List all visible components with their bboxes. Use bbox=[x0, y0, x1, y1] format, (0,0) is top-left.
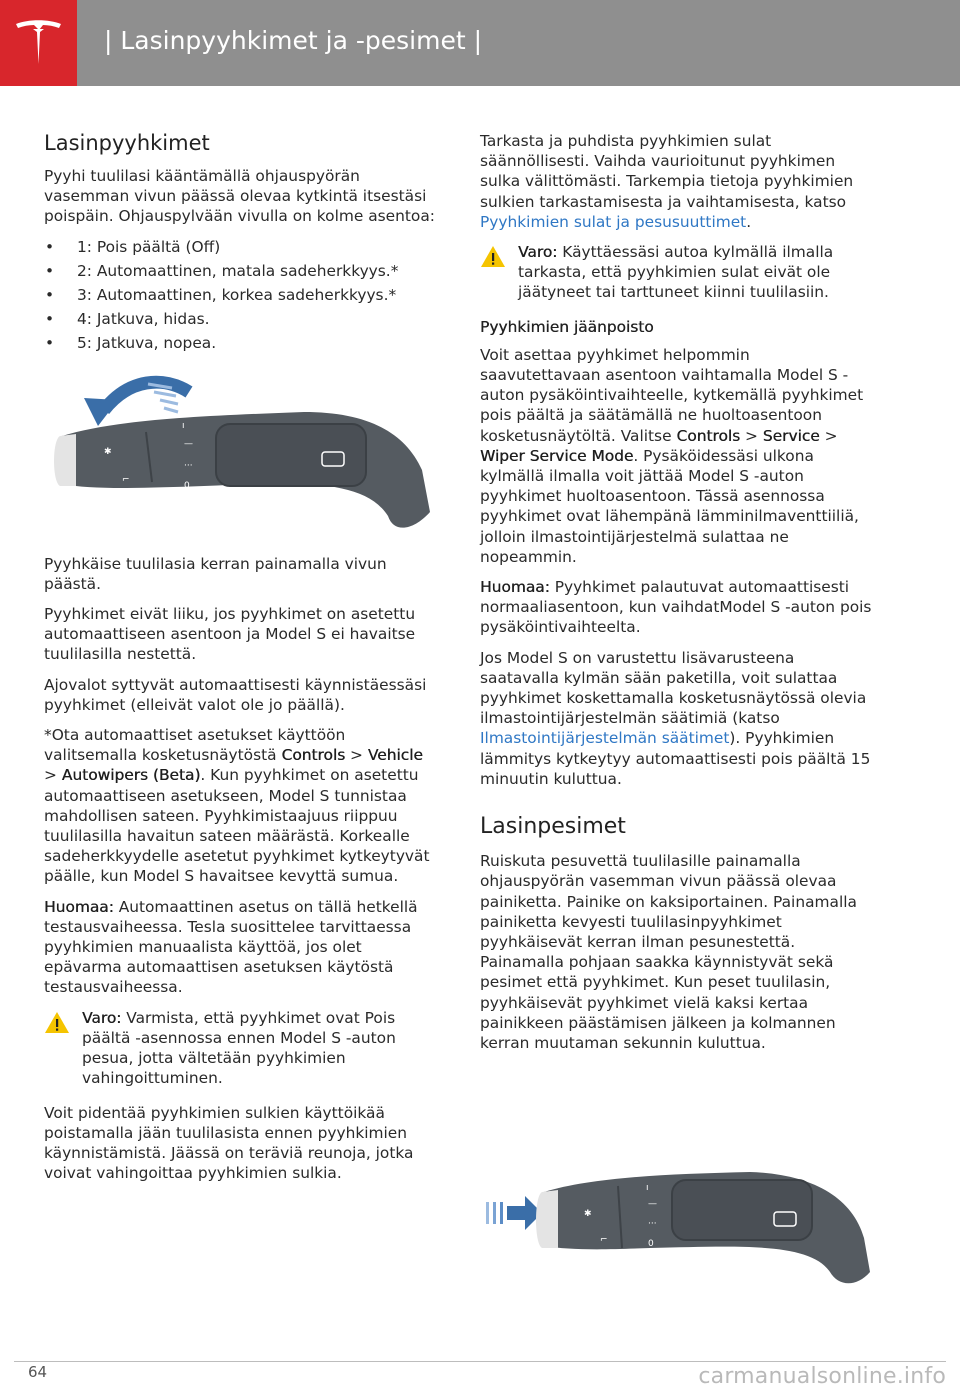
right-column bbox=[480, 131, 872, 1063]
svg-text:—: — bbox=[184, 438, 193, 449]
left-column bbox=[44, 130, 440, 1193]
tesla-logo-icon bbox=[12, 18, 65, 68]
wiper-positions-list bbox=[44, 237, 440, 354]
page-header bbox=[0, 0, 960, 86]
link-wiper-blades[interactable]: Pyyhkimien sulat ja pesusuuttimet bbox=[480, 212, 747, 231]
svg-text:✱: ✱ bbox=[584, 1209, 592, 1219]
svg-text:···: ··· bbox=[184, 460, 193, 471]
svg-text:0: 0 bbox=[184, 480, 190, 491]
svg-text:ı: ı bbox=[646, 1183, 649, 1193]
svg-text:0: 0 bbox=[648, 1239, 654, 1249]
watermark: carmanualsonline.info bbox=[698, 1364, 946, 1389]
svg-text:⌐: ⌐ bbox=[122, 474, 130, 485]
push-arrow-icon bbox=[486, 1196, 542, 1230]
list-item: • 3: Automaattinen, korkea sadeherkkyys.* bbox=[44, 285, 440, 305]
note-park-return: Huomaa: Pyyhkimet palautuvat automaattisesti normaaliasentoon, kun vaihdatModel S -auton pois pysäköintivaihteelta. bbox=[480, 578, 872, 637]
wiper-stalk-rotate-illustration bbox=[44, 370, 440, 540]
warning-icon bbox=[480, 245, 506, 268]
note-autowipers-beta: Huomaa: Automaattinen asetus on tällä hetkellä testausvaiheessa. Tesla suosittelee tarvittaessa pyyhkimien manuaalista käyttöä, jos olet epävarma automaattisen asetuksen käytöstä testausvaiheessa. bbox=[44, 897, 418, 997]
paragraph-headlights: Ajovalot syttyvät automaattisesti käynnistäessäsi pyyhkimet (elleivät valot ole jo päällä). bbox=[44, 675, 427, 714]
warning-frozen-blades: Varo: Käyttäessäsi autoa kylmällä ilmalla tarkasta, että pyyhkimien sulat eivät ole jäätyneet tai tarttuneet kiinni tuulilasiin. bbox=[480, 242, 872, 303]
wiper-stalk-press-illustration bbox=[480, 1160, 875, 1290]
brand-block bbox=[0, 0, 77, 86]
heading-wipers: Lasinpyyhkimet bbox=[44, 131, 210, 155]
paragraph-heated-wipers: Jos Model S on varustettu lisävarusteena saatavalla kylmän sään paketilla, voit sulattaa pyyhkimet koskettamalla kosketusnäytössä olevia ilmastointijärjestelmän säätimiä (katso Ilmastointijärjestelmän säätimet). Pyyhkimien lämmitys kytkeytyy automaattisesti pois päältä 15 minuutin kuluttua. bbox=[480, 648, 871, 788]
paragraph-deicing: Voit asettaa pyyhkimet helpommin saavutettavaan asentoon vaihtamalla Model S -auton pysäköintivaihteelle, kytkemällä pyyhkimet pois päältä ja säätämällä ne huoltoasentoon kosketusnäytöltä. Valitse Controls > Service > Wiper Service Mode. Pysäköidessäsi ulkona kylmällä ilmalla voit jättää Model S -auton pyyhkimet huoltoasentoon. Tässä asennossa pyyhkimet ovat lähempänä lämminilmaventtiiliä, jolloin ilmastointijärjestelmä sulattaa ne nopeammin. bbox=[480, 345, 864, 566]
svg-text:ı: ı bbox=[182, 420, 185, 431]
paragraph-autowipers: *Ota automaattiset asetukset käyttöön valitsemalla kosketusnäytöstä Controls > Vehicle > Autowipers (Beta). Kun pyyhkimet on asetettu automaattiseen asetukseen, Model S tunnistaa mahdollisen sateen. Pyyhkimistaajuus riippuu tuulilasilla havaitun sateen määrästä. Korkealle sadeherkkyydelle asetetut pyyhkimet kytkeytyvät päälle, kun Model S havaitsee kevyttä sumua. bbox=[44, 726, 430, 886]
heading-washers: Lasinpesimet bbox=[480, 814, 626, 840]
list-item: • 5: Jatkuva, nopea. bbox=[44, 333, 440, 353]
link-climate-controls[interactable]: Ilmastointijärjestelmän säätimet bbox=[480, 729, 730, 748]
list-item: • 2: Automaattinen, matala sadeherkkyys.* bbox=[44, 261, 440, 281]
footer-divider bbox=[14, 1361, 946, 1362]
intro-paragraph: Pyyhi tuulilasi kääntämällä ohjauspyörän vasemman vivun päässä olevaa kytkintä itsestäsi poispäin. Ohjauspylvään vivulla on kolme asentoa: bbox=[44, 167, 435, 226]
paragraph-extend-life: Voit pidentää pyyhkimien sulkien käyttöikää poistamalla jään tuulilasista ennen pyyhkimien käynnistämistä. Jäässä on teräviä reunoja, jotka voivat vahingoittaa pyyhkimien sulkia. bbox=[44, 1103, 414, 1183]
page-number: 64 bbox=[28, 1363, 48, 1381]
warning-icon bbox=[44, 1011, 70, 1034]
svg-text:⌐: ⌐ bbox=[600, 1235, 608, 1245]
svg-text:···: ··· bbox=[648, 1219, 657, 1229]
svg-text:✱: ✱ bbox=[104, 446, 112, 457]
paragraph-washers: Ruiskuta pesuvettä tuulilasille painamalla ohjauspyörän vasemman vivun päässä olevaa painiketta. Painike on kaksiportainen. Painamalla painiketta kevyesti tuulilasinpyyhkimet pyyhkäisevät kerran ilman pesunestettä. Painamalla pohjaan saakka käynnistyvät sekä pesimet että pyyhkimet. Kun peset tuulilasin, pyyhkäisevät pyyhkimet vielä kaksi kertaa painikkeen päästämisen jälkeen ja kolmannen kerran muutaman sekunnin kuluttua. bbox=[480, 852, 857, 1052]
section-title: | Lasinpyyhkimet ja -pesimet | bbox=[104, 26, 483, 55]
warning-car-wash: Varo: Varmista, että pyyhkimet ovat Pois päältä -asennossa ennen Model S -auton pesua, jotta vältetään pyyhkimien vahingoittuminen. bbox=[44, 1008, 440, 1089]
list-item: • 1: Pois päältä (Off) bbox=[44, 237, 440, 257]
list-item: • 4: Jatkuva, hidas. bbox=[44, 309, 440, 329]
paragraph-wipe-once: Pyyhkäise tuulilasia kerran painamalla vivun päästä. bbox=[44, 554, 387, 593]
heading-deicing: Pyyhkimien jäänpoisto bbox=[480, 317, 654, 336]
paragraph-check-blades: Tarkasta ja puhdista pyyhkimien sulat säännöllisesti. Vaihda vaurioitunut pyyhkimen sulka välittömästi. Tarkempia tietoja pyyhkimien sulkien tarkastamisesta ja vaihtamisesta, katso Pyyhkimien sulat ja pesusuuttimet. bbox=[480, 132, 854, 231]
paragraph-no-move: Pyyhkimet eivät liiku, jos pyyhkimet on asetettu automaattiseen asentoon ja Model S ei havaitse tuulilasilla nestettä. bbox=[44, 605, 416, 664]
svg-text:—: — bbox=[648, 1199, 657, 1209]
